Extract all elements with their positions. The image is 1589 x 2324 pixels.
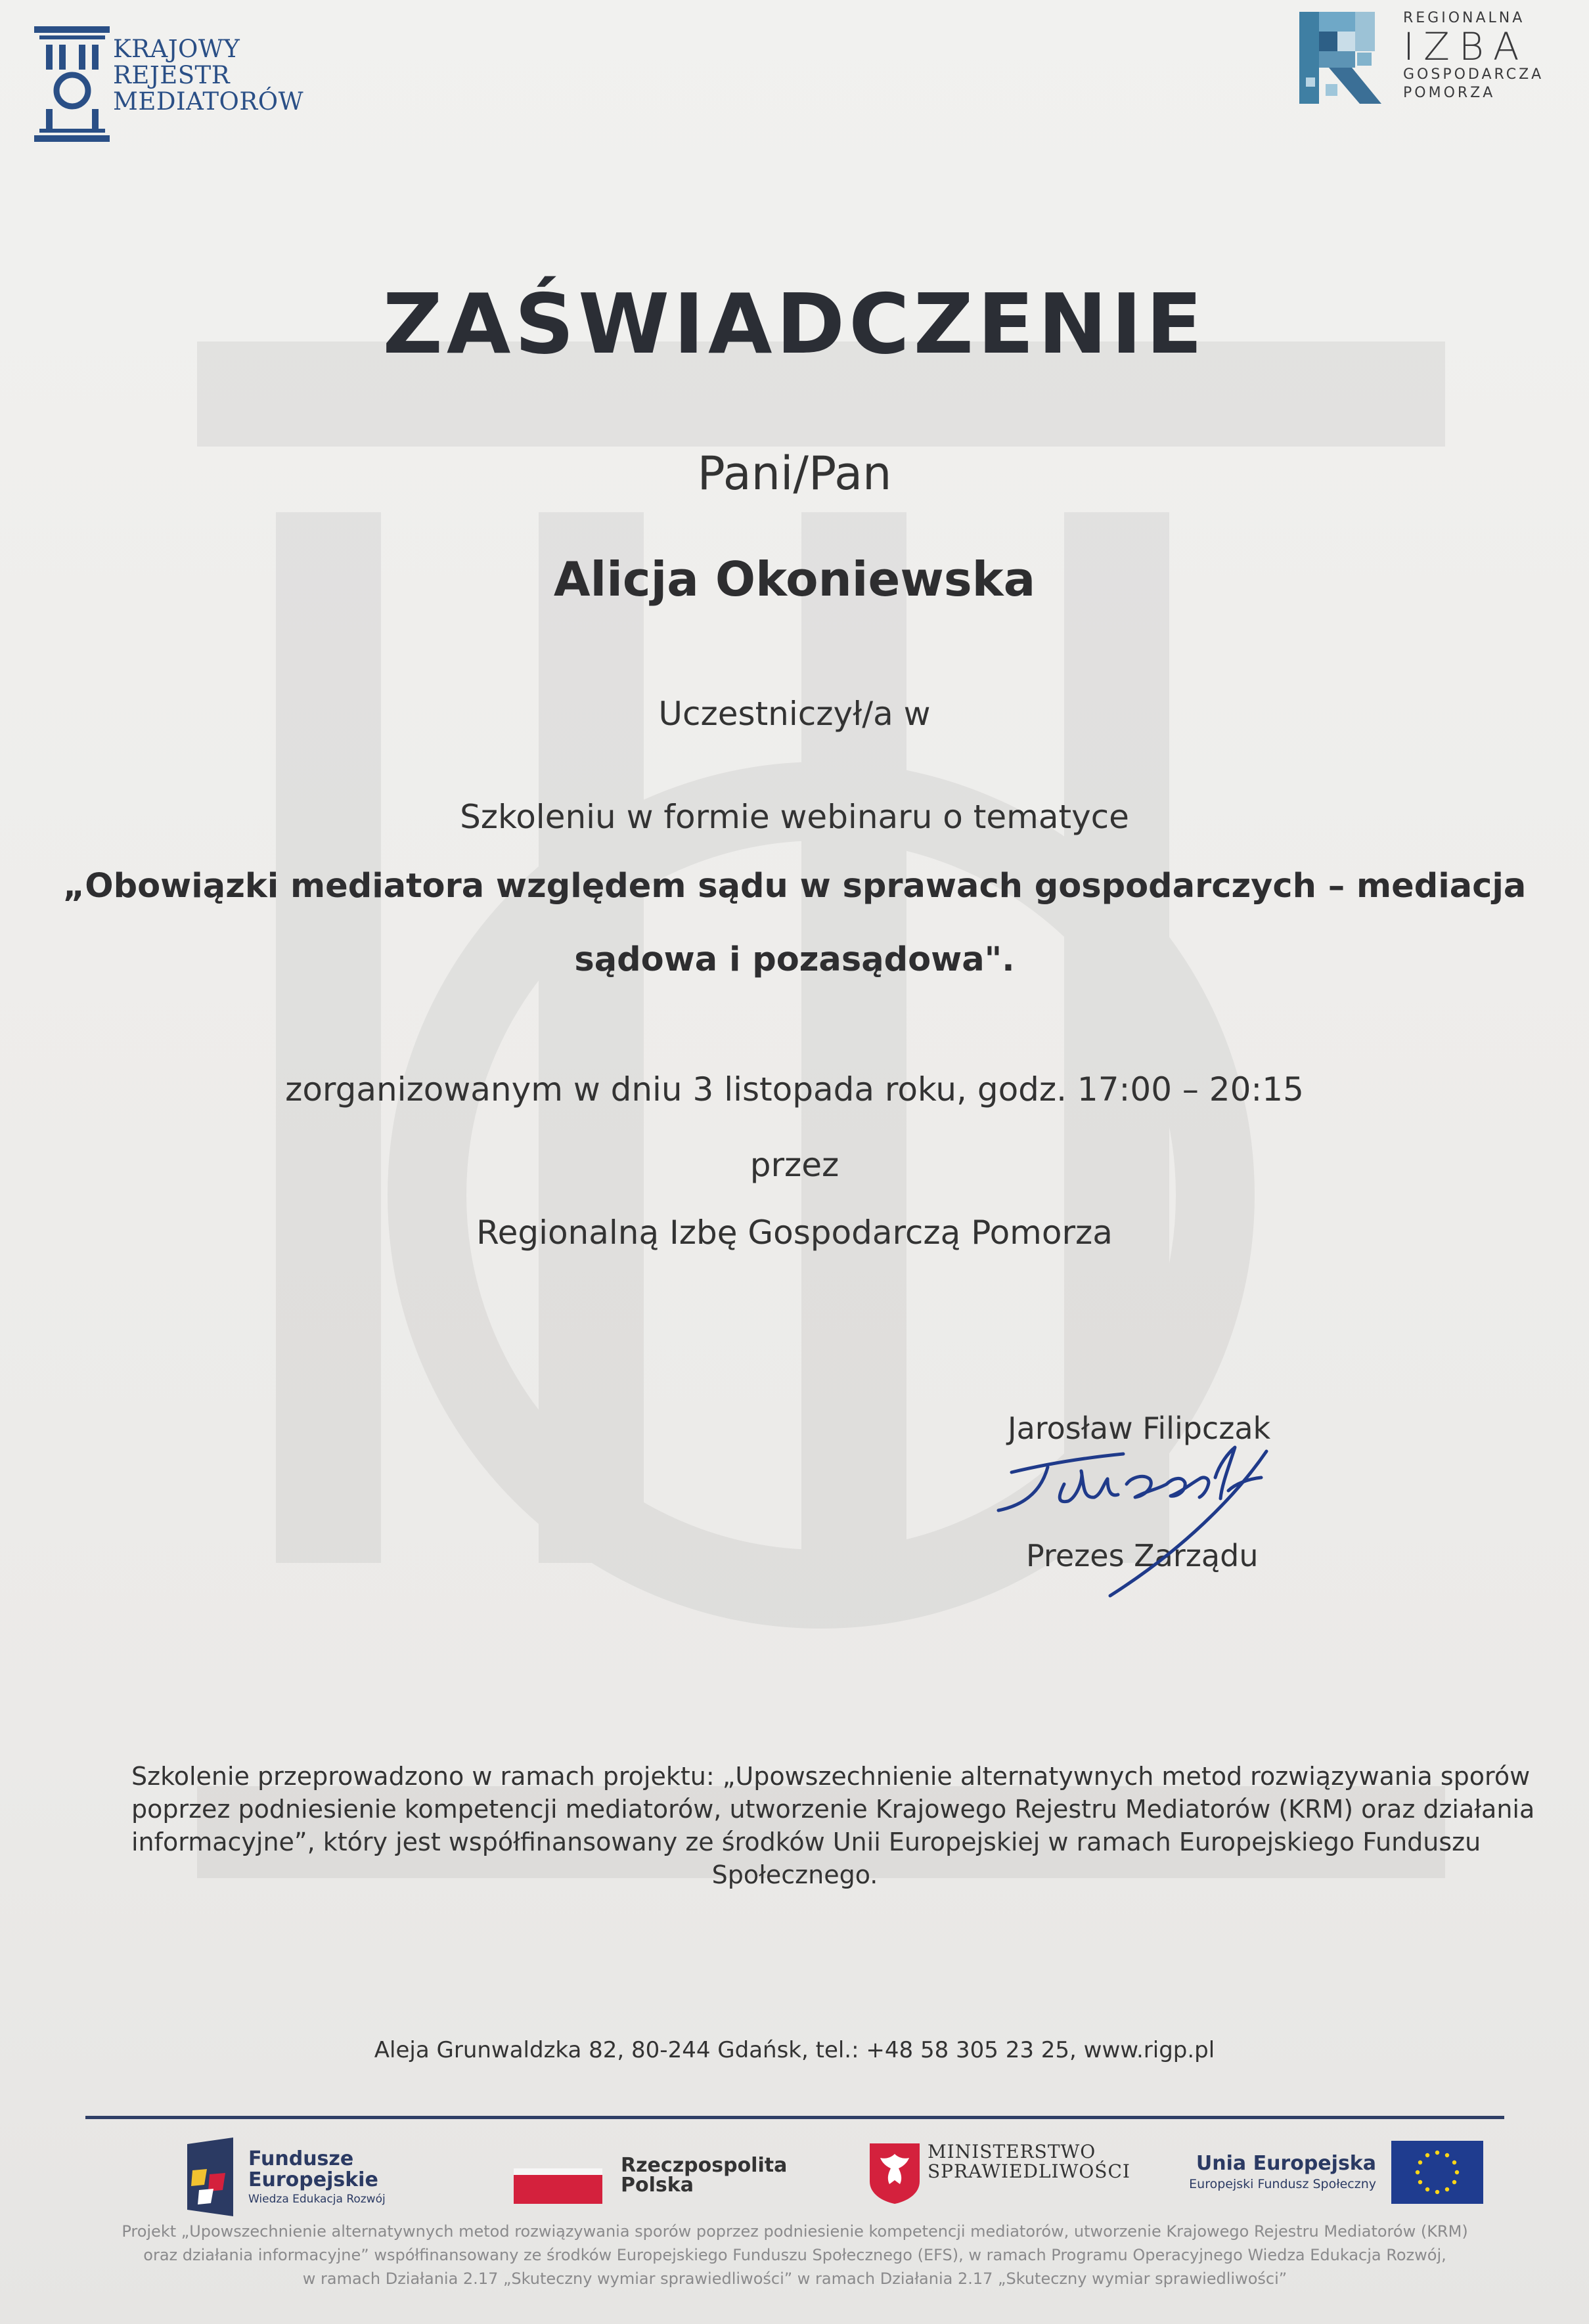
salutation: Pani/Pan <box>697 447 892 500</box>
signer-name: Jarosław Filipczak <box>1008 1411 1271 1446</box>
signer-role: Prezes Zarządu <box>1026 1538 1259 1573</box>
fineprint-line2: oraz działania informacyjne” współfinansowany ze środków Europejskiego Funduszu Społecznego (EFS), w ramach Programu Operacyjnego Wiedza Edukacja Rozwój, <box>143 2246 1446 2264</box>
rigp-logo-text <box>1403 9 1544 102</box>
training-line: Szkoleniu w formie webinaru o tematyce <box>460 798 1129 836</box>
rigp-logo-main: IZBA <box>1403 24 1529 69</box>
certificate-title: ZAŚWIADCZENIE <box>382 276 1207 372</box>
unia-europejska-text <box>1182 2153 1376 2193</box>
polish-eagle-emblem-icon <box>868 2142 921 2204</box>
ue-line1: Unia Europejska <box>1196 2152 1376 2175</box>
rzeczpospolita-polska-text <box>621 2156 787 2195</box>
fe-line3: Wiedza Edukacja Rozwój <box>248 2193 386 2206</box>
footer-divider <box>85 2116 1504 2119</box>
fineprint-line1: Projekt „Upowszechnienie alternatywnych metod rozwiązywania sporów poprzez podniesienie kompetencji mediatorów, utworzenie Krajowego Rejestru Mediatorów (KRM) <box>122 2222 1468 2241</box>
recipient-name: Alicja Okoniewska <box>553 552 1036 607</box>
eu-flag-icon <box>1391 2141 1483 2204</box>
rp-line1: Rzeczpospolita <box>621 2154 788 2177</box>
rigp-logo-top: REGIONALNA <box>1403 10 1525 26</box>
ue-line2: Europejski Fundusz Społeczny <box>1189 2177 1376 2191</box>
training-topic-line1: „Obowiązki mediatora względem sądu w sprawach gospodarczych – mediacja <box>62 867 1527 906</box>
fe-line2: Europejskie <box>248 2168 378 2191</box>
organized-date-line: zorganizowanym w dniu 3 listopada roku, godz. 17:00 – 20:15 <box>285 1070 1304 1108</box>
polish-flag-icon <box>514 2168 602 2204</box>
fe-line1: Fundusze <box>248 2147 354 2170</box>
krm-logo-text <box>113 36 303 115</box>
funding-fineprint <box>118 2220 1471 2291</box>
project-note-line4: Społecznego. <box>711 1860 878 1889</box>
krm-logo-line3: MEDIATORÓW <box>113 87 304 116</box>
fundusze-europejskie-icon <box>187 2138 240 2220</box>
fineprint-line3: w ramach Działania 2.17 „Skuteczny wymiar sprawiedliwości” w ramach Działania 2.17 „Skuteczny wymiar sprawiedliwości” <box>302 2269 1287 2288</box>
ms-line1: MINISTERSTWO <box>928 2141 1096 2162</box>
handwritten-signature <box>985 1438 1314 1609</box>
fundusze-europejskie-text <box>248 2149 386 2208</box>
organizer-name: Regionalną Izbę Gospodarczą Pomorza <box>476 1214 1113 1252</box>
ms-line2: SPRAWIEDLIWOŚCI <box>928 2160 1130 2182</box>
ministerstwo-sprawiedliwosci-text <box>928 2142 1130 2181</box>
project-note-line3: informacyjne”, który jest współfinansowany ze środków Unii Europejskiej w ramach Europejskiego Funduszu <box>131 1828 1481 1856</box>
project-note <box>131 1760 1535 1891</box>
rigp-logo-line3: GOSPODARCZA <box>1403 66 1544 83</box>
by-text: przez <box>750 1146 839 1184</box>
participated-text: Uczestniczył/a w <box>658 695 931 733</box>
krm-logo-line1: KRAJOWY <box>113 35 240 63</box>
organizer-address: Aleja Grunwaldzka 82, 80-244 Gdańsk, tel.: +48 58 305 23 25, www.rigp.pl <box>374 2037 1215 2063</box>
rigp-logo-line4: POMORZA <box>1403 85 1496 101</box>
krm-logo-line2: REJESTR <box>113 61 231 89</box>
rp-line2: Polska <box>621 2174 694 2197</box>
project-note-line2: poprzez podniesienie kompetencji mediatorów, utworzenie Krajowego Rejestru Mediatorów (KRM) oraz działania <box>131 1795 1535 1824</box>
project-note-line1: Szkolenie przeprowadzono w ramach projektu: „Upowszechnienie alternatywnych metod rozwiązywania sporów <box>131 1762 1531 1791</box>
training-topic-line2: sądowa i pozasądowa". <box>574 940 1015 979</box>
